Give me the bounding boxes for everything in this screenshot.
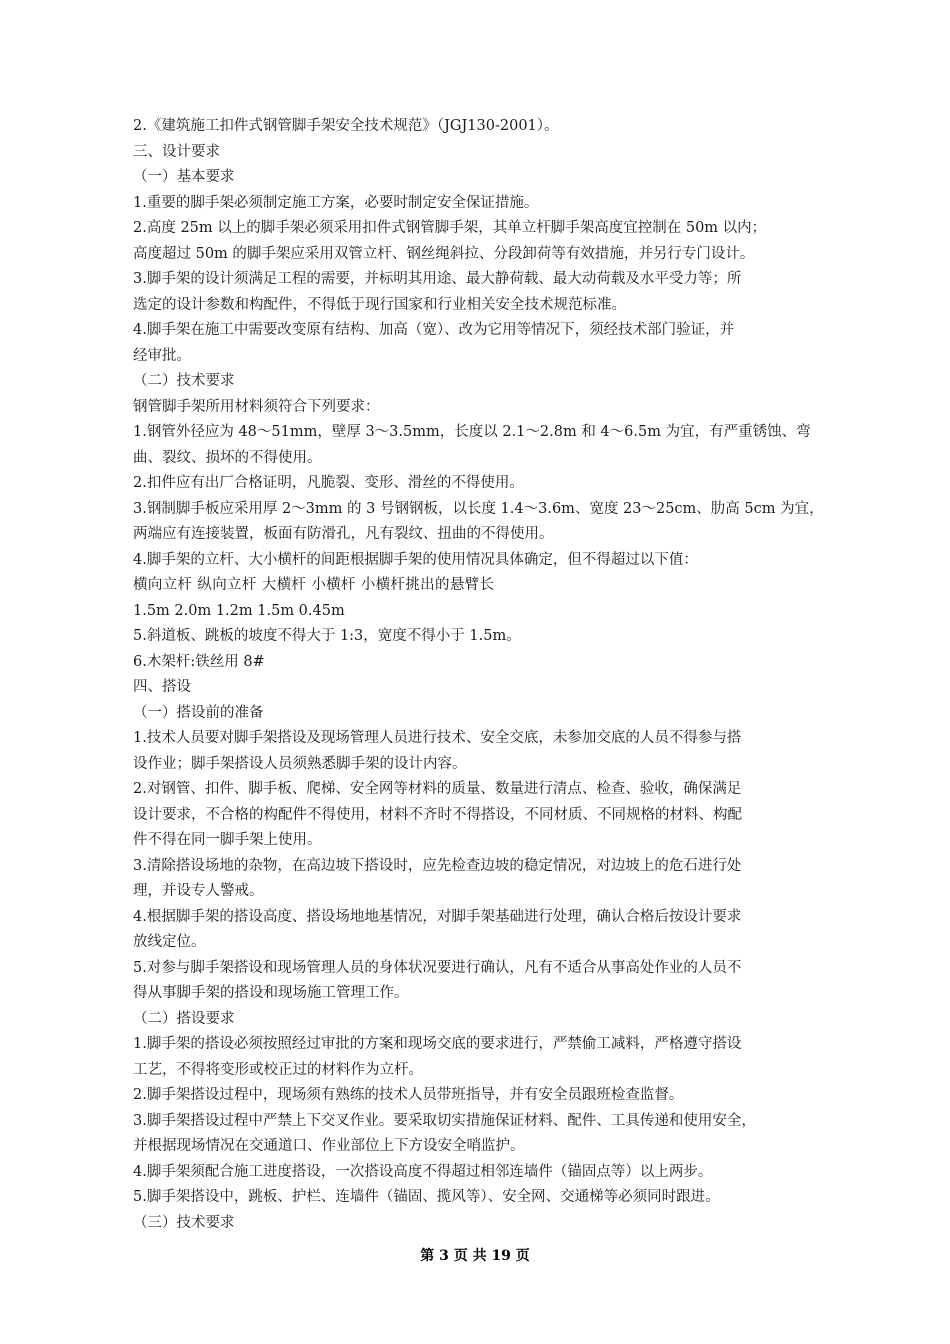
subsection-heading: （二）搭设要求 [133,1010,235,1027]
text-line: 2.高度 25m 以上的脚手架必须采用扣件式钢管脚手架，其单立杆脚手架高度宜控制在 50m 以内； [133,220,767,236]
text-line: 6.木架杆:铁丝用 8# [133,653,265,670]
text-line: 1.钢管外径应为 48～51mm，壁厚 3～3.5mm，长度以 2.1～2.8m 和 4～6.5m 为宜，有严重锈蚀、弯 [133,424,811,440]
text-line: 工艺，不得将变形或校正过的材料作为立杆。 [133,1061,423,1078]
section-heading: 四、搭设 [133,679,191,695]
text-line: 选定的设计参数和构配件，不得低于现行国家和行业相关安全技术规范标准。 [133,296,626,313]
text-line: 曲、裂纹、损坏的不得使用。 [133,449,322,466]
text-line: 经审批。 [133,347,191,364]
text-line: 4.脚手架的立杆、大小横杆的间距根据脚手架的使用情况具体确定，但不得超过以下值： [133,551,698,568]
text-line: 4.根据脚手架的搭设高度、搭设场地地基情况，对脚手架基础进行处理，确认合格后按设计要求 [133,908,742,925]
spacing-table-header: 横向立杆 纵向立杆 大横杆 小横杆 小横杆挑出的悬臂长 [133,577,495,593]
subsection-heading: （一）搭设前的准备 [133,704,264,721]
text-line: 5.脚手架搭设中，跳板、护栏、连墙件（锚固、揽风等）、安全网、交通梯等必须同时跟进。 [133,1189,720,1205]
text-line: 并根据现场情况在交通道口、作业部位上下方设安全哨监护。 [133,1138,525,1154]
text-line: 理，并设专人警戒。 [133,883,264,899]
section-heading: 三、设计要求 [133,143,220,160]
text-line: 2.扣件应有出厂合格证明，凡脆裂、变形、滑丝的不得使用。 [133,475,524,491]
text-line: 得从事脚手架的搭设和现场施工管理工作。 [133,985,409,1001]
text-line: 4.脚手架在施工中需要改变原有结构、加高（宽）、改为它用等情况下，须经技术部门验证，并 [133,322,735,338]
text-line: 1.重要的脚手架必须制定施工方案，必要时制定安全保证措施。 [133,194,539,211]
text-line: 3.钢制脚手板应采用厚 2～3mm 的 3 号钢钢板，以长度 1.4～3.6m、宽度 23～25cm、肋高 5cm 为宜， [133,500,824,517]
text-line: 3.脚手架搭设过程中严禁上下交叉作业。要采取切实措施保证材料、配件、工具传递和使用安全， [133,1112,756,1129]
text-line: 3.清除搭设场地的杂物，在高边坡下搭设时，应先检查边坡的稳定情况，对边坡上的危石进行处 [133,857,742,874]
text-line: 两端应有连接装置，板面有防滑孔，凡有裂纹、扭曲的不得使用。 [133,526,554,542]
subsection-heading: （一）基本要求 [133,169,235,185]
text-line: 4.脚手架须配合施工进度搭设，一次搭设高度不得超过相邻连墙件（锚固点等）以上两步。 [133,1163,713,1180]
spacing-table-values: 1.5m 2.0m 1.2m 1.5m 0.45m [133,602,345,619]
page-number-footer: 第 3 页 共 19 页 [420,1248,530,1264]
text-line: 1.脚手架的搭设必须按照经过审批的方案和现场交底的要求进行，严禁偷工减料，严格遵守搭设 [133,1036,742,1052]
text-line: 放线定位。 [133,934,206,950]
subsection-heading: （二）技术要求 [133,373,235,389]
text-line: 高度超过 50m 的脚手架应采用双管立杆、钢丝绳斜拉、分段卸荷等有效措施，并另行专门设计。 [133,245,755,262]
text-line: 2.对钢管、扣件、脚手板、爬梯、安全网等材料的质量、数量进行清点、检查、验收，确保满足 [133,781,742,797]
text-line: 设作业；脚手架搭设人员须熟悉脚手架的设计内容。 [133,755,467,772]
document-body [133,114,837,1236]
subsection-heading: （三）技术要求 [133,1214,235,1231]
text-line: 5.对参与脚手架搭设和现场管理人员的身体状况要进行确认，凡有不适合从事高处作业的人员不 [133,959,742,976]
text-line: 1.技术人员要对脚手架搭设及现场管理人员进行技术、安全交底，未参加交底的人员不得参与搭 [133,730,742,746]
text-line: 件不得在同一脚手架上使用。 [133,832,322,848]
text-line: 2.《建筑施工扣件式钢管脚手架安全技术规范》（JGJ130-2001）。 [133,118,559,134]
text-line: 设计要求，不合格的构配件不得使用，材料不齐时不得搭设，不同材质、不同规格的材料、构配 [133,806,742,823]
text-line: 3.脚手架的设计须满足工程的需要，并标明其用途、最大静荷载、最大动荷载及水平受力等；所 [133,271,742,287]
text-line: 2.脚手架搭设过程中，现场须有熟练的技术人员带班指导，并有安全员跟班检查监督。 [133,1087,684,1103]
text-line: 钢管脚手架所用材料须符合下列要求： [133,398,380,415]
text-line: 5.斜道板、跳板的坡度不得大于 1:3，宽度不得小于 1.5m。 [133,628,521,644]
